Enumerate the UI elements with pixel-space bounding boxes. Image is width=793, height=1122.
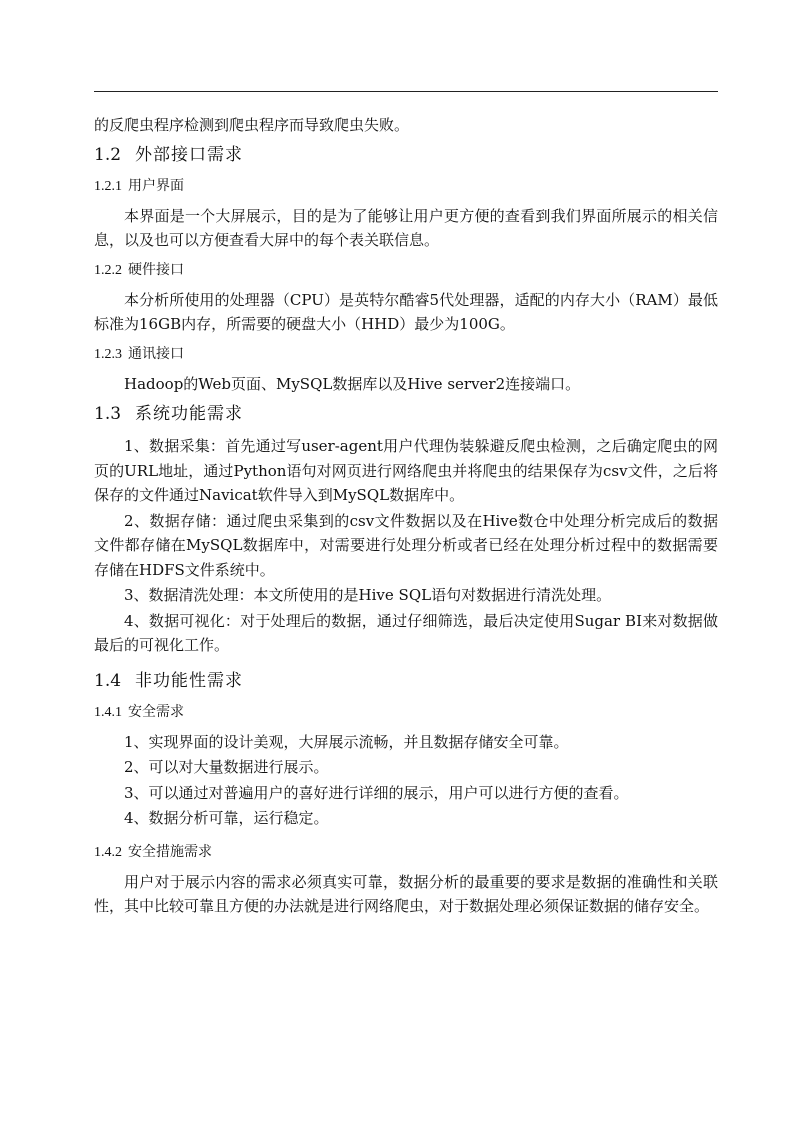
subsection-number: 1.2.3	[94, 346, 122, 362]
subsection-number: 1.2.2	[94, 262, 122, 278]
section-heading-1-4	[94, 669, 718, 693]
list-item: 4、数据可视化：对于处理后的数据，通过仔细筛选，最后决定使用Sugar BI来对数据做最后的可视化工作。	[94, 611, 718, 654]
subsection-title: 通讯接口	[128, 345, 184, 362]
header-rule	[94, 91, 718, 92]
section-number: 1.3	[94, 404, 122, 424]
list-item: 2、数据存储：通过爬虫采集到的csv文件数据以及在Hive数仓中处理分析完成后的数据文件都存储在MySQL数据库中，对需要进行处理分析或者已经在处理分析过程中的数据需要存储在HDFS文件系统中。	[94, 511, 718, 579]
subsection-title: 安全需求	[128, 703, 184, 720]
list-item: 3、数据清洗处理：本文所使用的是Hive SQL语句对数据进行清洗处理。	[124, 586, 612, 604]
paragraph-hardware: 本分析所使用的处理器（CPU）是英特尔酷睿5代处理器，适配的内存大小（RAM）最低标准为16GB内存，所需要的硬盘大小（HHD）最少为100G。	[94, 290, 718, 333]
subsection-number: 1.4.1	[94, 704, 122, 720]
continuation-text: 的反爬虫程序检测到爬虫程序而导致爬虫失败。	[94, 116, 410, 134]
subsection-title: 硬件接口	[128, 261, 184, 278]
section-title: 系统功能需求	[135, 404, 244, 424]
list-item: 2、可以对大量数据进行展示。	[124, 758, 329, 776]
section-heading-1-3	[94, 402, 718, 426]
paragraph-security-measures: 用户对于展示内容的需求必须真实可靠，数据分析的最重要的要求是数据的准确性和关联性，其中比较可靠且方便的办法就是进行网络爬虫，对于数据处理必须保证数据的储存安全。	[94, 872, 718, 915]
section-title: 外部接口需求	[135, 144, 244, 165]
section-number: 1.2	[94, 144, 122, 165]
paragraph-ui: 本界面是一个大屏展示，目的是为了能够让用户更方便的查看到我们界面所展示的相关信息，以及也可以方便查看大屏中的每个表关联信息。	[94, 206, 718, 249]
list-item: 1、实现界面的设计美观，大屏展示流畅，并且数据存储安全可靠。	[124, 732, 569, 751]
subsection-heading-1-4-1	[94, 701, 718, 724]
document-body	[94, 113, 718, 925]
section-title: 非功能性需求	[135, 670, 244, 691]
subsection-heading-1-2-2	[94, 259, 718, 282]
subsection-number: 1.4.2	[94, 844, 122, 860]
subsection-number: 1.2.1	[94, 178, 122, 194]
list-item: 4、数据分析可靠，运行稳定。	[124, 809, 329, 827]
section-heading-1-2	[94, 143, 718, 167]
subsection-heading-1-2-3	[94, 343, 718, 366]
subsection-title: 用户界面	[128, 177, 184, 194]
subsection-title: 安全措施需求	[128, 843, 212, 860]
section-number: 1.4	[94, 670, 122, 691]
list-item: 1、数据采集：首先通过写user-agent用户代理伪装躲避反爬虫检测，之后确定爬虫的网页的URL地址，通过Python语句对网页进行网络爬虫并将爬虫的结果保存为csv文件，之后将保存的文件通过Navicat软件导入到MySQL数据库中。	[94, 437, 718, 504]
subsection-heading-1-4-2	[94, 841, 718, 864]
paragraph-communication: Hadoop的Web页面、MySQL数据库以及Hive server2连接端口。	[124, 374, 581, 393]
subsection-heading-1-2-1	[94, 175, 718, 198]
list-item: 3、可以通过对普遍用户的喜好进行详细的展示，用户可以进行方便的查看。	[124, 783, 629, 802]
